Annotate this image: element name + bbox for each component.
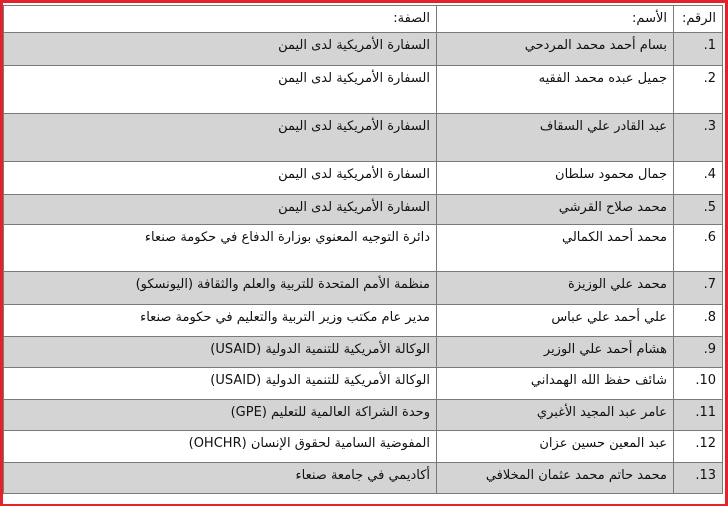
row-name: بسام أحمد محمد المردحي [437,33,674,66]
row-number: 8. [674,305,723,337]
row-number: 7. [674,272,723,305]
row-name: عبد المعين حسين عزان [437,431,674,463]
row-description: وحدة الشراكة العالمية للتعليم (GPE) [4,400,437,431]
row-name: جميل عبده محمد الفقيه [437,66,674,114]
table-row [4,162,723,195]
row-number: 4. [674,162,723,195]
table-row [4,400,723,431]
row-number: 10. [674,368,723,400]
row-description: السفارة الأمريكية لدى اليمن [4,66,437,114]
row-number: 12. [674,431,723,463]
table-row [4,337,723,368]
row-name: محمد صلاح القرشي [437,195,674,225]
table-row [4,431,723,463]
row-description: السفارة الأمريكية لدى اليمن [4,33,437,66]
row-description: دائرة التوجيه المعنوي بوزارة الدفاع في حكومة صنعاء [4,225,437,272]
table-row [4,272,723,305]
table-row [4,225,723,272]
header-description: الصفة: [4,6,437,33]
row-name: محمد علي الوزيزة [437,272,674,305]
table-row [4,463,723,494]
row-number: 13. [674,463,723,494]
row-description: أكاديمي في جامعة صنعاء [4,463,437,494]
row-number: 2. [674,66,723,114]
row-number: 3. [674,114,723,162]
row-name: محمد أحمد الكمالي [437,225,674,272]
row-name: هشام أحمد علي الوزير [437,337,674,368]
row-name: محمد حاتم محمد عثمان المخلافي [437,463,674,494]
row-number: 5. [674,195,723,225]
row-description: الوكالة الأمريكية للتنمية الدولية (USAID) [4,337,437,368]
row-name: عبد القادر علي السقاف [437,114,674,162]
table-row [4,33,723,66]
row-number: 9. [674,337,723,368]
row-description: المفوضية السامية لحقوق الإنسان (OHCHR) [4,431,437,463]
row-description: السفارة الأمريكية لدى اليمن [4,114,437,162]
row-name: عامر عبد المجيد الأغبري [437,400,674,431]
row-description: السفارة الأمريكية لدى اليمن [4,162,437,195]
table-row [4,195,723,225]
table-row [4,368,723,400]
row-name: جمال محمود سلطان [437,162,674,195]
row-number: 1. [674,33,723,66]
row-number: 6. [674,225,723,272]
header-row [4,6,723,33]
table-row [4,66,723,114]
row-name: علي أحمد علي عباس [437,305,674,337]
row-name: شائف حفظ الله الهمداني [437,368,674,400]
header-number: الرقم: [674,6,723,33]
table-row [4,114,723,162]
row-description: الوكالة الأمريكية للتنمية الدولية (USAID) [4,368,437,400]
row-number: 11. [674,400,723,431]
row-description: منظمة الأمم المتحدة للتربية والعلم والثقافة (اليونسكو) [4,272,437,305]
header-name: الأسم: [437,6,674,33]
row-description: السفارة الأمريكية لدى اليمن [4,195,437,225]
table-row [4,305,723,337]
row-description: مدير عام مكتب وزير التربية والتعليم في حكومة صنعاء [4,305,437,337]
personnel-table [3,5,723,494]
